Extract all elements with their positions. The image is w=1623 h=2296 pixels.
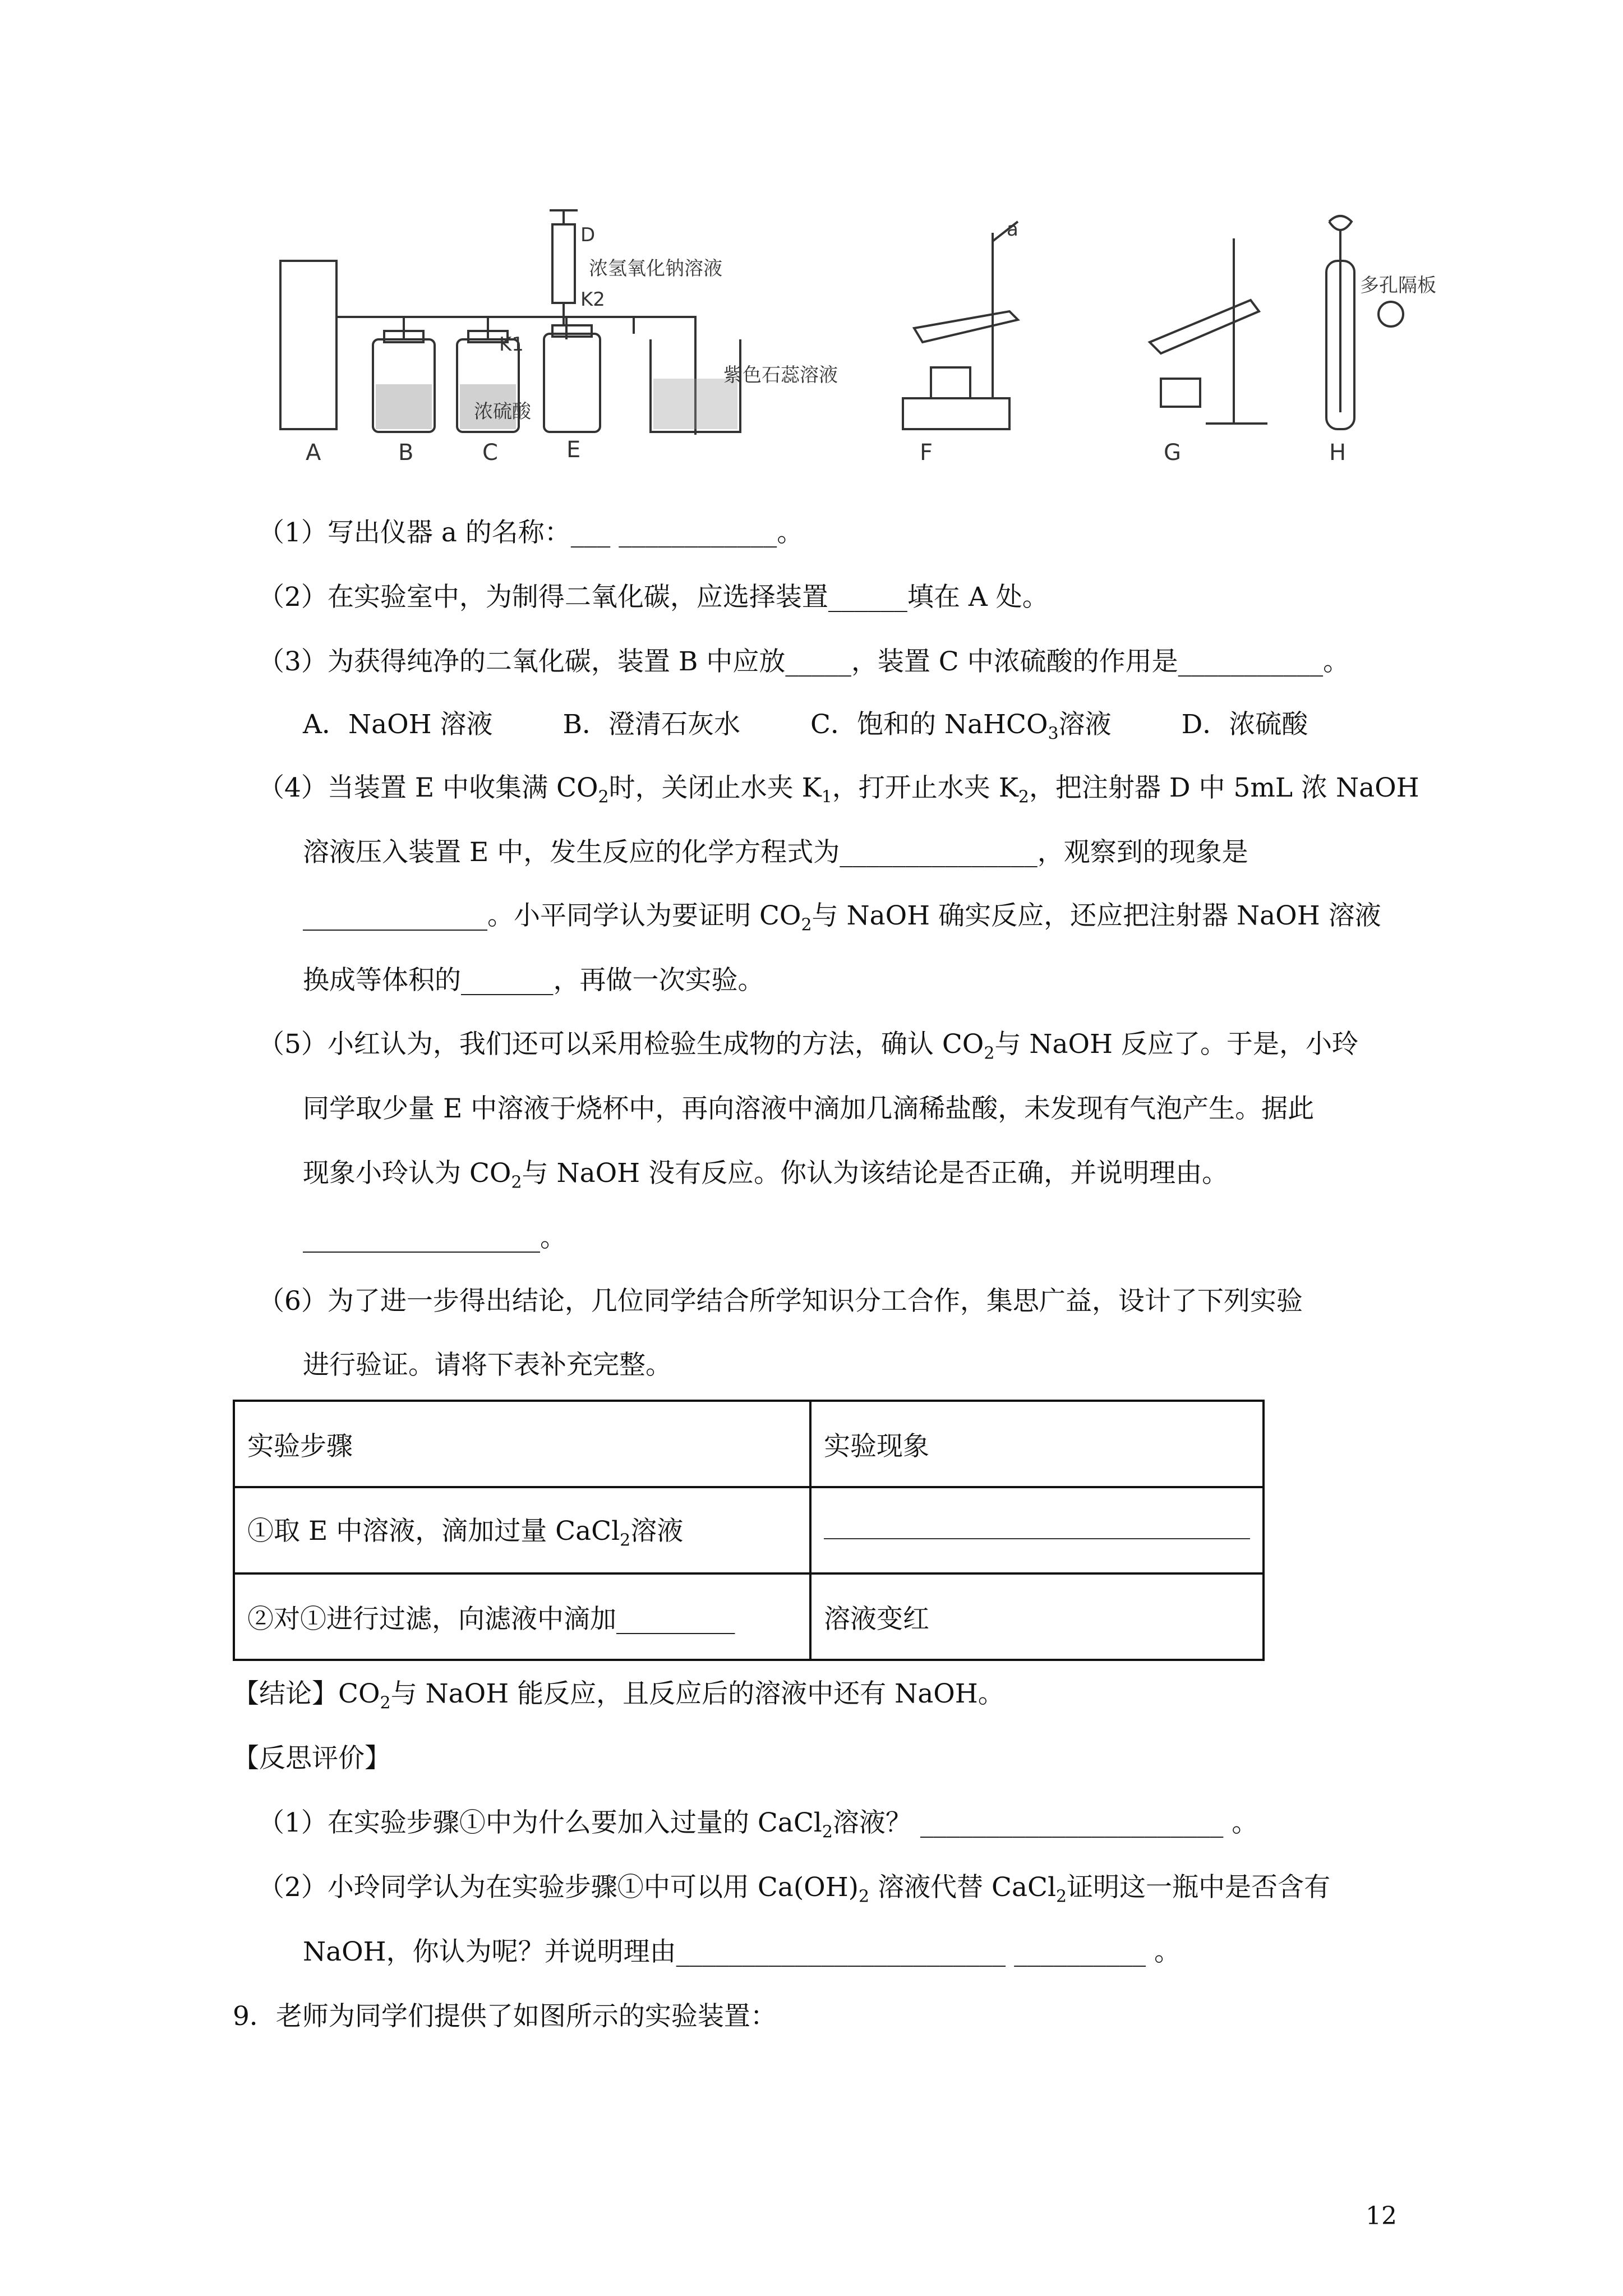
- option-d: D．浓硫酸: [1181, 709, 1308, 740]
- question-5-line-3: 现象小玲认为 $CO_2$与 NaOH 没有反应。你认为该结论是否正确，并说明理由。: [303, 1158, 1229, 1193]
- callout-d: D: [580, 224, 596, 246]
- question-3: （3）为获得纯净的二氧化碳，装置 B 中应放_____，装置 C 中浓硫酸的作用是___________。: [258, 646, 1350, 677]
- question-1: （1）写出仪器 a 的名称：___ ____________。: [258, 517, 804, 548]
- apparatus-figure: [264, 199, 1436, 491]
- label-f: F: [920, 440, 933, 466]
- callout-a: a: [1007, 218, 1018, 241]
- header-steps: 实验步骤: [234, 1401, 810, 1487]
- tube-g: [1150, 300, 1259, 353]
- question-4-line-4: 换成等体积的_______，再做一次实验。: [303, 965, 764, 996]
- label-g: G: [1164, 440, 1181, 466]
- question-5-line-2: 同学取少量 E 中溶液于烧杯中，再向溶液中滴加几滴稀盐酸，未发现有气泡产生。据此: [303, 1093, 1315, 1124]
- question-6-line-1: （6）为了进一步得出结论，几位同学结合所学知识分工合作，集思广益，设计了下列实验: [258, 1286, 1303, 1317]
- reflection-1: （1）在实验步骤①中为什么要加入过量的 CaCl$_2$溶液？ _______________________ 。: [258, 1807, 1258, 1842]
- option-b: B．澄清石灰水: [562, 709, 741, 740]
- table-header-row: [234, 1401, 1264, 1487]
- phenomenon-1-blank: [810, 1487, 1264, 1573]
- callout-k1: K1: [499, 333, 524, 356]
- label-b: B: [398, 440, 414, 466]
- question-4-line-1: （4）当装置 E 中收集满 $CO_2$时，关闭止水夹 $K_1$，打开止水夹 $K_2$，把注射器 D 中 5mL 浓 NaOH: [258, 772, 1419, 807]
- reflection-2-line-2: NaOH，你认为呢？并说明理由_________________________ __________ 。: [303, 1936, 1181, 1967]
- question-3-options: [303, 708, 1370, 751]
- phenomenon-2: 溶液变红: [810, 1573, 1264, 1660]
- header-phenomena: 实验现象: [810, 1401, 1264, 1487]
- label-c: C: [482, 440, 498, 466]
- syringe-d: [552, 224, 575, 303]
- apparatus-diagram: [264, 199, 1436, 491]
- question-6-line-2: 进行验证。请将下表补充完整。: [303, 1350, 672, 1381]
- callout-plate: 多孔隔板: [1360, 274, 1436, 297]
- tube-f: [914, 311, 1018, 342]
- callout-litmus: 紫色石蕊溶液: [723, 364, 838, 386]
- table-row: [234, 1573, 1264, 1660]
- apparatus-a-box: [280, 261, 336, 429]
- reflection-2-line-1: （2）小玲同学认为在实验步骤①中可以用 $Ca(OH)_2$ 溶液代替 CaCl$_2$证明这一瓶中是否含有: [258, 1872, 1331, 1907]
- conclusion: 【结论】$CO_2$与 NaOH 能反应，且反应后的溶液中还有 NaOH。: [233, 1678, 1004, 1713]
- callout-naoh: 浓氢氧化钠溶液: [589, 257, 722, 280]
- question-9: 9．老师为同学们提供了如图所示的实验装置：: [233, 2001, 777, 2032]
- option-c: C．饱和的 NaHCO$_3$溶液: [810, 709, 1112, 744]
- question-4-line-3: ______________。小平同学认为要证明 $CO_2$与 NaOH 确实反应，还应把注射器 NaOH 溶液: [303, 900, 1381, 935]
- table-row: [234, 1487, 1264, 1573]
- step-1: ①取 E 中溶液，滴加过量 CaCl$_2$溶液: [234, 1487, 810, 1573]
- label-e: E: [566, 437, 581, 463]
- question-5-line-1: （5）小红认为，我们还可以采用检验生成物的方法，确认 $CO_2$与 NaOH 反应了。于是，小玲: [258, 1029, 1358, 1064]
- bottle-e: [544, 334, 600, 432]
- page-number: 12: [1366, 2202, 1397, 2230]
- callout-k2: K2: [580, 288, 605, 311]
- question-4-line-2: 溶液压入装置 E 中，发生反应的化学方程式为_______________，观察到的现象是: [303, 837, 1248, 868]
- question-2: （2）在实验室中，为制得二氧化碳，应选择装置______填在 A 处。: [258, 582, 1049, 613]
- label-h: H: [1329, 440, 1347, 466]
- experiment-table: [233, 1400, 1265, 1661]
- label-a: A: [306, 440, 321, 466]
- porous-plate-icon: [1378, 302, 1403, 326]
- question-5-line-4: __________________。: [303, 1222, 566, 1253]
- step-2: ②对①进行过滤，向滤液中滴加_________: [234, 1573, 810, 1660]
- option-a: A．NaOH 溶液: [303, 709, 493, 740]
- reflection-heading: 【反思评价】: [233, 1743, 391, 1774]
- stand-f-base: [903, 398, 1009, 429]
- callout-h2so4: 浓硫酸: [474, 401, 531, 423]
